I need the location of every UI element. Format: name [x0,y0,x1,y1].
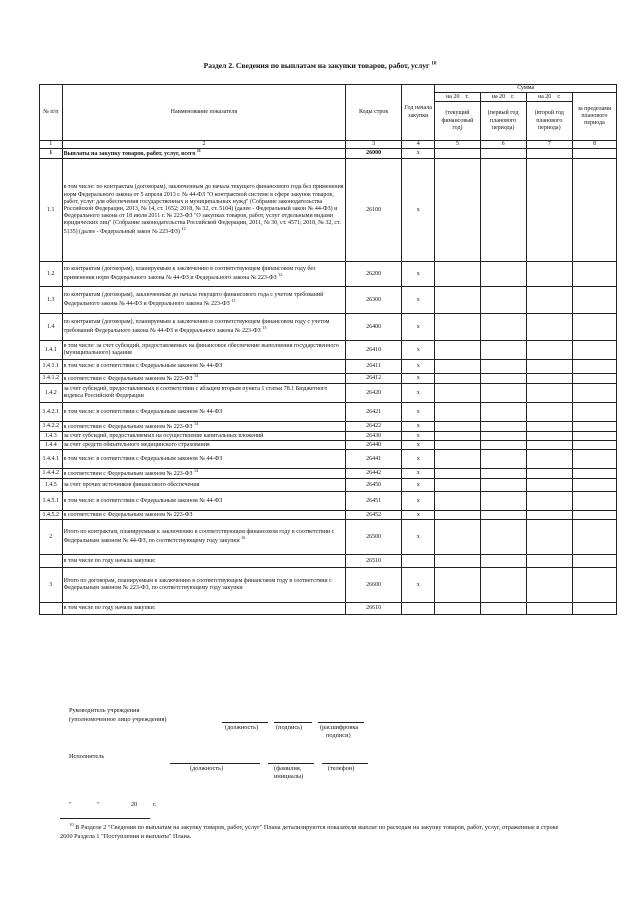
amount-cell[interactable] [480,403,526,422]
row-number: 2 [40,520,63,555]
indicator-text: в том числе: в соответствии с Федеральным законом № 44-ФЗ [63,363,223,370]
header-year-2: на 20 г. [480,93,526,102]
row-code: 26610 [346,603,402,615]
amount-cell[interactable] [435,384,480,403]
amount-cell[interactable] [526,511,572,520]
row-number: 1.4.1.1 [40,360,63,374]
year-start-cell: х [402,149,435,159]
indicator-name [62,441,346,450]
row-code: 26412 [346,374,402,384]
row-number [40,603,63,615]
amount-cell[interactable] [526,374,572,384]
year-start-cell: х [402,479,435,492]
indicator-name [62,432,346,441]
amount-cell[interactable] [526,384,572,403]
footnote-ref: 11 [196,148,201,154]
amount-cell[interactable] [480,262,526,287]
amount-cell[interactable] [480,422,526,432]
indicator-name [62,511,346,520]
year-start-cell: х [402,432,435,441]
row-number: 1 [40,149,63,159]
row-code: 26400 [346,314,402,341]
row-code: 26200 [346,262,402,287]
head-signature-line [274,722,312,723]
amount-cell[interactable] [435,287,480,314]
amount-cell[interactable] [480,149,526,159]
footnote-ref: 12 [278,272,283,278]
footnote: $^{10}$ В Разделе 2 "Сведения по выплатам на закупку товаров, работ, услуг" Плана детализируются показатели выплат по расходам на закупку товаров, работ, услуг, отраженные в строке 2600 Раздела 1 "Поступления и выплаты" Плана. [60,822,559,840]
executor-name-line [268,763,314,764]
year-start-cell: х [402,287,435,314]
amount-cell[interactable] [526,262,572,287]
amount-cell[interactable] [526,568,572,603]
amount-cell[interactable] [572,384,616,403]
year-start-cell [402,555,435,568]
executor-phone-line [322,763,368,764]
indicator-text: за счет прочих источников финансового обеспечения [63,481,200,488]
row-number: 1.4.2.2 [40,422,63,432]
header-num: № п/п [40,85,63,141]
indicator-name [62,314,346,341]
col-number: 8 [572,141,616,149]
indicator-name [62,520,346,555]
amount-cell[interactable] [526,341,572,360]
amount-cell[interactable] [435,555,480,568]
column-numbers-row [40,141,617,149]
year-start-cell: х [402,492,435,511]
head-signature-caption: (подпись) [276,724,303,731]
amount-cell[interactable] [572,432,616,441]
amount-cell[interactable] [435,314,480,341]
head-position-caption: (должность) [225,724,259,731]
row-code: 26510 [346,555,402,568]
year-start-cell: х [402,159,435,262]
head-decoding-caption-2: подписи) [326,732,351,739]
header-year-3: на 20 г. [526,93,572,102]
row-code: 26422 [346,422,402,432]
row-code: 26452 [346,511,402,520]
table-row [40,479,617,492]
indicator-name [62,479,346,492]
amount-cell[interactable] [480,450,526,469]
amount-cell[interactable] [572,360,616,374]
row-number: 3 [40,568,63,603]
amount-cell[interactable] [435,374,480,384]
row-number: 1.4.1.2 [40,374,63,384]
year-start-cell: х [402,450,435,469]
row-number: 1.4.5.2 [40,511,63,520]
header-code: Коды строк [346,85,402,141]
indicator-name [62,403,346,422]
indicator-name [62,555,346,568]
header-sum: Сумма [435,85,617,93]
amount-cell[interactable] [572,314,616,341]
indicator-name [62,492,346,511]
indicator-name [62,262,346,287]
footnote-ref: 16 [241,535,246,541]
amount-cell[interactable] [526,450,572,469]
indicator-name [62,341,346,360]
indicator-text: за счет субсидий, предоставляемых в соответствии с абзацем вторым пункта 1 статьи 78.1 Бюджетного кодекса Российской Федерации [63,386,328,400]
table-row [40,441,617,450]
indicator-text: в том числе по году начала закупки: [63,605,156,612]
year-start-cell: х [402,341,435,360]
indicator-text: в том числе: по контрактам (договорам), заключенным до начала текущего финансового года без применения норм Федерального закона от 5 апреля 2013 г. № 44-ФЗ "О контрактной системе в сфере закупок товаров, работ, услуг для обеспечения государственных и муниципальных нужд" (Собрание законодательства Российской Федерации, 2013, № 14, ст. 1652; 2018, № 32, ст. 5104) (далее - Федеральный закон № 44-ФЗ) и Федерального закона от 18 июля 2011 г. № 223-ФЗ "О закупках товаров, работ, услуг отдельными видами юридических лиц" (Собрание законодательства Российской Федерации, 2011, № 30, ст. 4571; 2018, № 32, ст. 5135) (далее - Федеральный закон № 223-ФЗ) [63,184,344,235]
col-number: 6 [480,141,526,149]
table-row [40,511,617,520]
amount-cell[interactable] [435,432,480,441]
table-row [40,403,617,422]
row-number: 1.1 [40,159,63,262]
footnote-ref: 13 [231,298,236,304]
indicator-name [62,360,346,374]
amount-cell[interactable] [435,441,480,450]
executor-position-caption: (должность) [190,765,224,772]
col-number: 1 [40,141,63,149]
indicator-name [62,384,346,403]
amount-cell[interactable] [435,479,480,492]
amount-cell[interactable] [526,149,572,159]
indicator-name [62,287,346,314]
amount-cell[interactable] [572,603,616,615]
row-number: 1.4.4.2 [40,469,63,479]
year-start-cell: х [402,469,435,479]
amount-cell[interactable] [435,603,480,615]
amount-cell[interactable] [435,341,480,360]
amount-cell[interactable] [480,479,526,492]
executor-label: Исполнитель [69,753,105,760]
year-start-cell: х [402,374,435,384]
amount-cell[interactable] [572,341,616,360]
amount-cell[interactable] [480,360,526,374]
indicator-text: за счет субсидий, предоставляемых на осуществление капитальных вложений [63,432,264,439]
amount-cell[interactable] [480,287,526,314]
indicator-text: в соответствии с Федеральным законом № 223-ФЗ [63,376,193,383]
year-start-cell [402,603,435,615]
header-year-start: Год начала закупки [402,85,435,141]
amount-cell[interactable] [480,603,526,615]
date-quote-open: " [69,801,72,808]
amount-cell[interactable] [480,469,526,479]
year-start-cell: х [402,422,435,432]
date-g: г. [153,801,157,808]
indicator-text: по контрактам (договорам), планируемым к заключению в соответствующем финансовом году с учетом требований Федерального закона № 44-ФЗ и Федерального закона № 223-ФЗ [63,319,330,335]
row-code: 26440 [346,441,402,450]
footnote-ref: 14 [194,421,199,427]
row-code: 26451 [346,492,402,511]
amount-cell[interactable] [526,159,572,262]
row-number: 1.3 [40,287,63,314]
date-quote-close: " [97,801,100,808]
amount-cell[interactable] [480,441,526,450]
row-number: 1.4.2 [40,384,63,403]
amount-cell[interactable] [526,555,572,568]
header-year-3-note: (второй год планового периода) [526,102,572,141]
footnote-ref: 14 [194,373,199,379]
year-start-cell: х [402,314,435,341]
indicator-text: в том числе: за счет субсидий, предоставляемых на финансовое обеспечение выполнения государственного (муниципального) задания [63,343,339,357]
row-number: 1.4.3 [40,432,63,441]
date-year: 20 [131,801,138,808]
indicator-text: по контрактам (договорам), планируемым к заключению в соответствующем финансовом году без применения норм Федерального закона № 44-ФЗ и Федерального закона № 223-ФЗ [63,266,316,282]
amount-cell[interactable] [526,314,572,341]
amount-cell[interactable] [572,149,616,159]
indicator-text: по контрактам (договорам), заключенным до начала текущего финансового года с учетом требований Федерального закона № 44-ФЗ и Федерального закона № 223-ФЗ [63,292,324,308]
row-code: 26442 [346,469,402,479]
year-start-cell: х [402,403,435,422]
row-number: 1.4.1 [40,341,63,360]
head-decoding-line [318,722,364,723]
year-start-cell: х [402,511,435,520]
footnote-ref: 14 [194,468,199,474]
amount-cell[interactable] [435,568,480,603]
amount-cell[interactable] [572,568,616,603]
row-number: 1.4.4 [40,441,63,450]
table-row [40,374,617,384]
row-code: 26100 [346,159,402,262]
amount-cell[interactable] [572,520,616,555]
row-number: 1.4.4.1 [40,450,63,469]
indicator-name [62,450,346,469]
table-row [40,262,617,287]
amount-cell[interactable] [526,520,572,555]
amount-cell[interactable] [480,520,526,555]
executor-name-caption-2: инициалы) [274,773,304,780]
year-start-cell: х [402,360,435,374]
amount-cell[interactable] [526,492,572,511]
amount-cell[interactable] [435,159,480,262]
amount-cell[interactable] [572,469,616,479]
row-number: 1.4.5 [40,479,63,492]
executor-phone-caption: (телефон) [328,765,355,772]
col-number: 2 [62,141,346,149]
col-number: 5 [435,141,480,149]
row-code: 26421 [346,403,402,422]
table-row [40,450,617,469]
table-row [40,520,617,555]
col-number: 3 [346,141,402,149]
indicator-text: в соответствии с Федеральным законом № 223-ФЗ [63,424,193,431]
row-number: 1.4.5.1 [40,492,63,511]
amount-cell[interactable] [435,511,480,520]
amount-cell[interactable] [572,441,616,450]
amount-cell[interactable] [480,341,526,360]
table-row [40,341,617,360]
indicator-text: в том числе: в соответствии с Федеральным законом № 44-ФЗ [63,497,223,504]
indicator-text: в том числе: в соответствии с Федеральным законом № 44-ФЗ [63,408,223,415]
amount-cell[interactable] [526,403,572,422]
table-row [40,492,617,511]
row-code: 26410 [346,341,402,360]
amount-cell[interactable] [526,469,572,479]
head-decoding-caption: (расшифровка [320,724,359,731]
indicator-name [62,469,346,479]
amount-cell[interactable] [572,511,616,520]
row-code: 26500 [346,520,402,555]
year-start-cell: х [402,520,435,555]
table-row [40,603,617,615]
table-row [40,360,617,374]
indicator-text: за счет средств обязательного медицинского страхования [63,441,210,448]
amount-cell[interactable] [572,262,616,287]
amount-cell[interactable] [572,555,616,568]
amount-cell[interactable] [572,287,616,314]
amount-cell[interactable] [435,450,480,469]
amount-cell[interactable] [435,520,480,555]
header-row-1 [40,85,617,93]
indicator-text: Итого по договорам, планируемым к заключению в соответствующем финансовом году в соответствии с Федеральным законом № 223-ФЗ, по соответствующему году закупки [63,578,332,592]
amount-cell[interactable] [435,360,480,374]
indicator-name [62,159,346,262]
amount-cell[interactable] [435,492,480,511]
amount-cell[interactable] [572,422,616,432]
amount-cell[interactable] [526,479,572,492]
amount-cell[interactable] [572,159,616,262]
header-year-1-note: (текущий финансовый год) [435,102,480,141]
executor-position-line [170,763,260,764]
year-start-cell: х [402,568,435,603]
indicator-text: Выплаты на закупку товаров, работ, услуг, всего [63,151,196,158]
amount-cell[interactable] [526,441,572,450]
amount-cell[interactable] [526,287,572,314]
indicator-name [62,422,346,432]
amount-cell[interactable] [480,568,526,603]
executor-name-caption: (фамилия, [274,765,302,772]
indicator-name [62,603,346,615]
table-row [40,469,617,479]
col-number: 7 [526,141,572,149]
table-row [40,432,617,441]
head-label: Руководитель учреждения [69,707,140,714]
year-start-cell: х [402,441,435,450]
amount-cell[interactable] [435,403,480,422]
year-start-cell: х [402,384,435,403]
indicator-text: в соответствии с Федеральным законом № 223-ФЗ [63,511,193,518]
header-year-1: на 20 г. [435,93,480,102]
amount-cell[interactable] [480,511,526,520]
table-row [40,314,617,341]
head-position-line [222,722,268,723]
amount-cell[interactable] [526,422,572,432]
table-row [40,384,617,403]
row-number: 1.4.2.1 [40,403,63,422]
amount-cell[interactable] [480,492,526,511]
purchases-table [39,84,617,615]
footnote-rule [60,818,150,819]
header-beyond: за пределами планового периода [572,93,616,141]
indicator-name [62,149,346,159]
amount-cell[interactable] [480,555,526,568]
amount-cell[interactable] [526,360,572,374]
amount-cell[interactable] [480,432,526,441]
footnote-ref: 12 [181,225,186,231]
head-label-note: (уполномоченное лицо учреждения) [69,716,167,723]
amount-cell[interactable] [526,432,572,441]
table-row [40,287,617,314]
amount-cell[interactable] [480,159,526,262]
row-code: 26420 [346,384,402,403]
amount-cell[interactable] [435,469,480,479]
section-title: Раздел 2. Сведения по выплатам на закупки товаров, работ, услуг $^{10}$ [203,61,437,70]
indicator-name [62,568,346,603]
amount-cell[interactable] [572,450,616,469]
row-number: 1.2 [40,262,63,287]
row-number: 1.4 [40,314,63,341]
header-name: Наименование показателя [62,85,346,141]
amount-cell[interactable] [435,149,480,159]
indicator-text: в соответствии с Федеральным законом № 223-ФЗ [63,471,193,478]
indicator-name [62,374,346,384]
amount-cell[interactable] [480,384,526,403]
table-row [40,159,617,262]
amount-cell[interactable] [480,374,526,384]
row-code: 26441 [346,450,402,469]
amount-cell[interactable] [572,374,616,384]
row-code: 26450 [346,479,402,492]
table-row [40,422,617,432]
amount-cell[interactable] [572,479,616,492]
footnote-ref: 13 [262,325,267,331]
row-number [40,555,63,568]
col-number: 4 [402,141,435,149]
indicator-text: в том числе: в соответствии с Федеральным законом № 44-ФЗ [63,455,223,462]
year-start-cell: х [402,262,435,287]
indicator-text: в том числе по году начала закупки: [63,557,156,564]
row-code: 26430 [346,432,402,441]
amount-cell[interactable] [572,403,616,422]
table-row [40,555,617,568]
table-row [40,568,617,603]
header-year-2-note: (первый год планового периода) [480,102,526,141]
row-code: 26000 [346,149,402,159]
table-row [40,149,617,159]
indicator-text: Итого по контрактам, планируемым к заключению в соответствующем финансовом году в соответствии с Федеральным законом № 44-ФЗ, по соответствующему году закупки [63,529,335,545]
amount-cell[interactable] [435,422,480,432]
amount-cell[interactable] [480,314,526,341]
amount-cell[interactable] [572,492,616,511]
amount-cell[interactable] [435,262,480,287]
row-code: 26411 [346,360,402,374]
row-code: 26600 [346,568,402,603]
amount-cell[interactable] [526,603,572,615]
row-code: 26300 [346,287,402,314]
